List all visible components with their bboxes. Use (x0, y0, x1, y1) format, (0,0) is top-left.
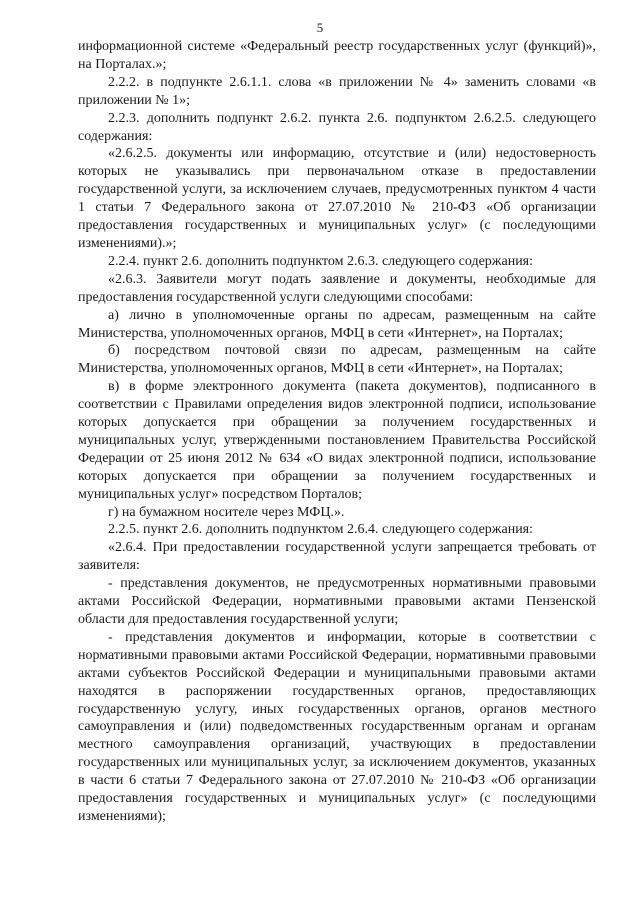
paragraph-2-2-5: 2.2.5. пункт 2.6. дополнить подпунктом 2.6.4. следующего содержания: (108, 522, 534, 538)
paragraph-2-2-2: 2.2.2. в подпункте 2.6.1.1. слова «в приложении № 4» заменить словами «в приложении № 1»; (78, 74, 596, 108)
paragraph-2-2-3: 2.2.3. дополнить подпункт 2.6.2. пункта 2.6. подпунктом 2.6.2.5. следующего содержания: (78, 110, 596, 144)
paragraph-2-6-4: «2.6.4. При предоставлении государственной услуги запрещается требовать от заявителя: (78, 540, 596, 574)
page-number: 5 (316, 20, 324, 35)
paragraph-dash-1: - представления документов, не предусмотренных нормативными правовыми актами Российской Федерации, нормативными правовыми актами Пензенской области для предоставления государственной услуги; (78, 576, 596, 627)
document-body (78, 38, 596, 826)
paragraph-2-6-3: «2.6.3. Заявители могут подать заявление и документы, необходимые для предоставления государственной услуги следующими способами: (78, 271, 596, 305)
paragraph-2-6-2-5: «2.6.2.5. документы или информацию, отсутствие и (или) недостоверность которых не указывались при первоначальном отказе в предоставлении государственной услуги, за исключением случаев, предусмотренных пунктом 4 части 1 статьи 7 Федерального закона от 27.07.2010 № 210-ФЗ «Об организации предоставления государственных и муниципальных услуг» (с последующими изменениями).»; (78, 146, 596, 251)
paragraph-item-v: в) в форме электронного документа (пакета документов), подписанного в соответствии с Правилами определения видов электронной подписи, использование которых допускается при обращении за получением государственных и муниципальных услуг, утвержденными постановлением Правительства Российской Федерации от 25 июня 2012 № 634 «О видах электронной подписи, использование которых допускается при обращении за получением государственных и муниципальных услуг» посредством Порталов; (78, 379, 596, 502)
paragraph-dash-2: - представления документов и информации, которые в соответствии с нормативными правовыми актами Российской Федерации, нормативными правовыми актами субъектов Российской Федерации и муниципальными правовыми актами находятся в распоряжении государственных органов, предоставляющих государственную услугу, иных государственных органов, органов местного самоуправления и (или) подведомственных государственным органам и органам местного самоуправления организаций, участвующих в предоставлении государственных или муниципальных услуг, за исключением документов, указанных в части 6 статьи 7 Федерального закона от 27.07.2010 № 210-ФЗ «Об организации предоставления государственных и муниципальных услуг» (с последующими изменениями); (78, 629, 596, 824)
paragraph-item-b: б) посредством почтовой связи по адресам, размещенным на сайте Министерства, уполномоченных органов, МФЦ в сети «Интернет», на Порталах; (78, 343, 596, 377)
paragraph-item-g: г) на бумажном носителе через МФЦ.». (108, 504, 345, 520)
paragraph-item-a: а) лично в уполномоченные органы по адресам, размещенным на сайте Министерства, уполномоченных органов, МФЦ в сети «Интернет», на Порталах; (78, 307, 596, 341)
paragraph-2-2-4: 2.2.4. пункт 2.6. дополнить подпунктом 2.6.3. следующего содержания: (108, 253, 534, 269)
paragraph-continuation: информационной системе «Федеральный реестр государственных услуг (функций)», на Порталах.»; (78, 39, 596, 72)
